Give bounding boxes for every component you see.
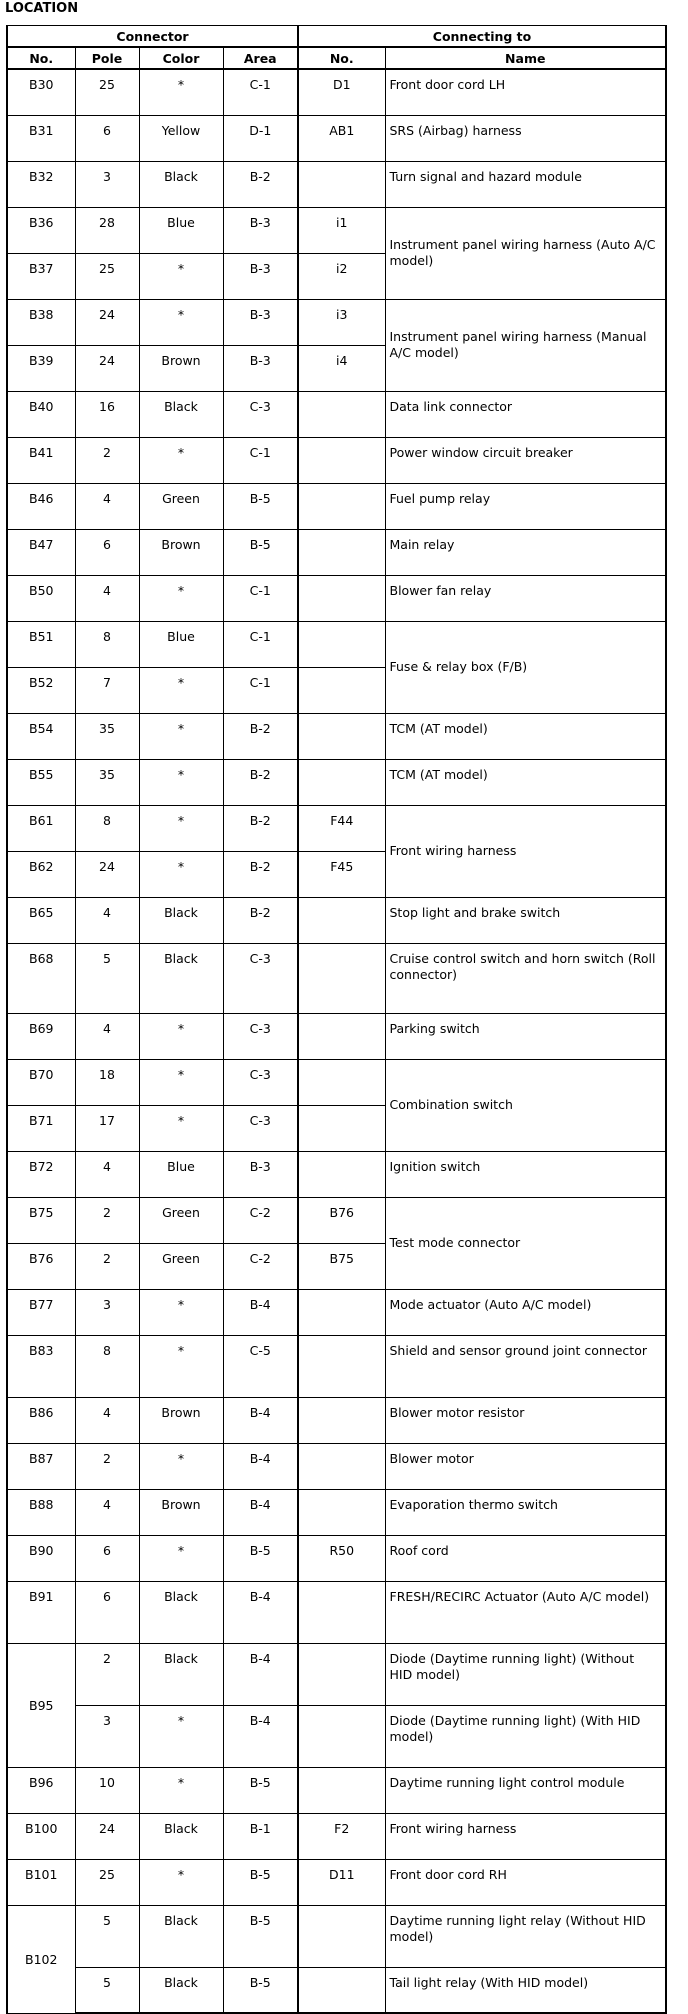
cell-connecting-name: Daytime running light relay (Without HID model) xyxy=(385,1905,666,1967)
cell-color: Brown xyxy=(139,529,223,575)
table-row xyxy=(7,713,666,759)
cell-connector-no: B70 xyxy=(7,1059,75,1105)
cell-area: B-5 xyxy=(223,483,298,529)
cell-connecting-name: Combination switch xyxy=(385,1059,666,1151)
cell-connecting-no: D1 xyxy=(298,69,385,115)
cell-connector-no: B40 xyxy=(7,391,75,437)
cell-connecting-no xyxy=(298,621,385,667)
cell-color: * xyxy=(139,1705,223,1767)
cell-connector-no: B88 xyxy=(7,1489,75,1535)
cell-pole: 3 xyxy=(75,1705,139,1767)
cell-area: C-3 xyxy=(223,1105,298,1151)
cell-pole: 16 xyxy=(75,391,139,437)
col-header-conn-no: No. xyxy=(298,47,385,69)
cell-area: B-5 xyxy=(223,1967,298,2013)
cell-color: Brown xyxy=(139,1489,223,1535)
cell-color: * xyxy=(139,1013,223,1059)
cell-area: B-2 xyxy=(223,805,298,851)
cell-connector-no: B71 xyxy=(7,1105,75,1151)
cell-color: * xyxy=(139,575,223,621)
cell-area: C-3 xyxy=(223,943,298,1013)
cell-pole: 4 xyxy=(75,1489,139,1535)
cell-area: B-5 xyxy=(223,1535,298,1581)
cell-area: C-1 xyxy=(223,69,298,115)
cell-color: Brown xyxy=(139,1397,223,1443)
cell-connecting-no xyxy=(298,713,385,759)
cell-pole: 24 xyxy=(75,345,139,391)
cell-area: B-4 xyxy=(223,1289,298,1335)
cell-area: C-2 xyxy=(223,1243,298,1289)
cell-connecting-no xyxy=(298,483,385,529)
cell-connector-no: B37 xyxy=(7,253,75,299)
cell-pole: 6 xyxy=(75,529,139,575)
cell-connector-no: B68 xyxy=(7,943,75,1013)
cell-pole: 3 xyxy=(75,1289,139,1335)
cell-pole: 5 xyxy=(75,1967,139,2013)
cell-pole: 4 xyxy=(75,483,139,529)
cell-connecting-name: Mode actuator (Auto A/C model) xyxy=(385,1289,666,1335)
cell-color: Green xyxy=(139,1197,223,1243)
connector-group-header: Connector xyxy=(7,26,298,48)
cell-connecting-no xyxy=(298,1059,385,1105)
cell-pole: 5 xyxy=(75,943,139,1013)
cell-connecting-no: D11 xyxy=(298,1859,385,1905)
cell-connecting-no xyxy=(298,1643,385,1705)
cell-connector-no: B77 xyxy=(7,1289,75,1335)
cell-pole: 4 xyxy=(75,1151,139,1197)
cell-pole: 6 xyxy=(75,1581,139,1643)
cell-connecting-name: Cruise control switch and horn switch (Roll connector) xyxy=(385,943,666,1013)
table-row xyxy=(7,1767,666,1813)
cell-connector-no: B62 xyxy=(7,851,75,897)
cell-connector-no: B51 xyxy=(7,621,75,667)
cell-connecting-no xyxy=(298,1967,385,2013)
cell-color: Black xyxy=(139,1813,223,1859)
cell-connecting-no xyxy=(298,391,385,437)
cell-area: B-3 xyxy=(223,207,298,253)
cell-connecting-no: F2 xyxy=(298,1813,385,1859)
cell-connector-no: B91 xyxy=(7,1581,75,1643)
cell-area: B-4 xyxy=(223,1397,298,1443)
cell-pole: 2 xyxy=(75,437,139,483)
cell-connecting-no xyxy=(298,1489,385,1535)
cell-connecting-name: Front door cord LH xyxy=(385,69,666,115)
cell-connector-no: B65 xyxy=(7,897,75,943)
table-row xyxy=(7,943,666,1013)
cell-connecting-no xyxy=(298,1767,385,1813)
cell-connecting-no xyxy=(298,759,385,805)
cell-pole: 17 xyxy=(75,1105,139,1151)
cell-color: Black xyxy=(139,161,223,207)
cell-pole: 4 xyxy=(75,897,139,943)
cell-area: B-4 xyxy=(223,1643,298,1705)
cell-area: B-4 xyxy=(223,1443,298,1489)
cell-area: B-5 xyxy=(223,1859,298,1905)
cell-area: B-2 xyxy=(223,161,298,207)
cell-connector-no: B52 xyxy=(7,667,75,713)
cell-connecting-name: Front wiring harness xyxy=(385,805,666,897)
cell-connecting-name: Parking switch xyxy=(385,1013,666,1059)
cell-pole: 25 xyxy=(75,253,139,299)
table-row xyxy=(7,1335,666,1397)
cell-connector-no: B95 xyxy=(7,1643,75,1767)
cell-connecting-no xyxy=(298,1905,385,1967)
table-row xyxy=(7,1443,666,1489)
cell-connecting-name: Test mode connector xyxy=(385,1197,666,1289)
cell-color: Blue xyxy=(139,1151,223,1197)
cell-connecting-name: Instrument panel wiring harness (Auto A/C model) xyxy=(385,207,666,299)
cell-area: B-2 xyxy=(223,759,298,805)
cell-connecting-no xyxy=(298,1105,385,1151)
cell-connecting-no xyxy=(298,1581,385,1643)
cell-area: C-1 xyxy=(223,667,298,713)
cell-pole: 18 xyxy=(75,1059,139,1105)
cell-pole: 4 xyxy=(75,1397,139,1443)
cell-connecting-no xyxy=(298,1335,385,1397)
col-header-color: Color xyxy=(139,47,223,69)
cell-pole: 24 xyxy=(75,299,139,345)
cell-connecting-name: Diode (Daytime running light) (With HID model) xyxy=(385,1705,666,1767)
cell-pole: 2 xyxy=(75,1643,139,1705)
cell-connecting-no xyxy=(298,897,385,943)
cell-connecting-no xyxy=(298,161,385,207)
cell-connecting-no xyxy=(298,943,385,1013)
cell-color: Blue xyxy=(139,621,223,667)
cell-area: C-3 xyxy=(223,1059,298,1105)
cell-pole: 24 xyxy=(75,1813,139,1859)
table-row xyxy=(7,1535,666,1581)
cell-connecting-name: Blower motor resistor xyxy=(385,1397,666,1443)
col-header-no: No. xyxy=(7,47,75,69)
cell-connecting-name: FRESH/RECIRC Actuator (Auto A/C model) xyxy=(385,1581,666,1643)
col-header-pole: Pole xyxy=(75,47,139,69)
cell-area: C-3 xyxy=(223,1013,298,1059)
cell-color: * xyxy=(139,1535,223,1581)
cell-pole: 25 xyxy=(75,69,139,115)
cell-pole: 35 xyxy=(75,713,139,759)
cell-connecting-no xyxy=(298,529,385,575)
cell-connecting-name: Instrument panel wiring harness (Manual A/C model) xyxy=(385,299,666,391)
cell-area: B-1 xyxy=(223,1813,298,1859)
cell-connecting-no: i1 xyxy=(298,207,385,253)
table-row xyxy=(7,1013,666,1059)
cell-connecting-no: i2 xyxy=(298,253,385,299)
cell-connector-no: B102 xyxy=(7,1905,75,2013)
cell-pole: 8 xyxy=(75,805,139,851)
cell-connecting-name: Diode (Daytime running light) (Without HID model) xyxy=(385,1643,666,1705)
cell-color: * xyxy=(139,1443,223,1489)
cell-area: B-4 xyxy=(223,1581,298,1643)
cell-connector-no: B76 xyxy=(7,1243,75,1289)
table-row xyxy=(7,575,666,621)
cell-connecting-name: Shield and sensor ground joint connector xyxy=(385,1335,666,1397)
cell-connector-no: B46 xyxy=(7,483,75,529)
cell-area: D-1 xyxy=(223,115,298,161)
cell-connector-no: B87 xyxy=(7,1443,75,1489)
cell-color: Black xyxy=(139,943,223,1013)
cell-connecting-no: B75 xyxy=(298,1243,385,1289)
cell-color: Blue xyxy=(139,207,223,253)
cell-area: C-3 xyxy=(223,391,298,437)
table-row xyxy=(7,529,666,575)
table-row xyxy=(7,1059,666,1105)
table-row xyxy=(7,437,666,483)
cell-color: * xyxy=(139,851,223,897)
table-row xyxy=(7,1151,666,1197)
cell-color: * xyxy=(139,1335,223,1397)
table-row xyxy=(7,391,666,437)
cell-pole: 6 xyxy=(75,115,139,161)
cell-connector-no: B90 xyxy=(7,1535,75,1581)
cell-area: C-1 xyxy=(223,575,298,621)
cell-connector-no: B39 xyxy=(7,345,75,391)
cell-connecting-no xyxy=(298,1013,385,1059)
cell-color: * xyxy=(139,805,223,851)
cell-pole: 8 xyxy=(75,1335,139,1397)
cell-area: B-5 xyxy=(223,1905,298,1967)
cell-area: C-2 xyxy=(223,1197,298,1243)
cell-area: B-5 xyxy=(223,1767,298,1813)
cell-area: B-2 xyxy=(223,713,298,759)
cell-color: Green xyxy=(139,1243,223,1289)
cell-connecting-name: Data link connector xyxy=(385,391,666,437)
cell-connector-no: B55 xyxy=(7,759,75,805)
cell-connector-no: B32 xyxy=(7,161,75,207)
cell-connector-no: B47 xyxy=(7,529,75,575)
cell-connecting-no xyxy=(298,667,385,713)
cell-pole: 4 xyxy=(75,1013,139,1059)
cell-pole: 5 xyxy=(75,1905,139,1967)
table-row xyxy=(7,1397,666,1443)
cell-area: B-3 xyxy=(223,345,298,391)
cell-connecting-no xyxy=(298,1397,385,1443)
cell-connecting-name: Blower fan relay xyxy=(385,575,666,621)
connector-location-table xyxy=(6,25,667,2014)
cell-color: Brown xyxy=(139,345,223,391)
cell-area: B-4 xyxy=(223,1489,298,1535)
cell-area: B-3 xyxy=(223,253,298,299)
cell-color: * xyxy=(139,69,223,115)
cell-connecting-no: F45 xyxy=(298,851,385,897)
cell-connector-no: B86 xyxy=(7,1397,75,1443)
cell-connector-no: B100 xyxy=(7,1813,75,1859)
cell-color: Black xyxy=(139,1643,223,1705)
cell-pole: 7 xyxy=(75,667,139,713)
cell-connector-no: B50 xyxy=(7,575,75,621)
cell-connector-no: B30 xyxy=(7,69,75,115)
connecting-to-group-header: Connecting to xyxy=(298,26,666,48)
cell-connector-no: B54 xyxy=(7,713,75,759)
table-row xyxy=(7,299,666,345)
cell-connecting-no xyxy=(298,437,385,483)
cell-connecting-name: Evaporation thermo switch xyxy=(385,1489,666,1535)
table-row xyxy=(7,1905,666,1967)
cell-connecting-no: i4 xyxy=(298,345,385,391)
cell-pole: 35 xyxy=(75,759,139,805)
cell-connecting-name: Front wiring harness xyxy=(385,1813,666,1859)
cell-connector-no: B96 xyxy=(7,1767,75,1813)
table-row xyxy=(7,1859,666,1905)
cell-area: B-4 xyxy=(223,1705,298,1767)
cell-connecting-no xyxy=(298,1443,385,1489)
cell-connecting-no xyxy=(298,1151,385,1197)
cell-connecting-name: Power window circuit breaker xyxy=(385,437,666,483)
cell-area: B-3 xyxy=(223,1151,298,1197)
cell-connector-no: B31 xyxy=(7,115,75,161)
cell-connector-no: B41 xyxy=(7,437,75,483)
table-row xyxy=(7,1289,666,1335)
cell-connector-no: B72 xyxy=(7,1151,75,1197)
cell-connector-no: B61 xyxy=(7,805,75,851)
cell-color: Yellow xyxy=(139,115,223,161)
cell-connecting-name: TCM (AT model) xyxy=(385,713,666,759)
cell-area: C-1 xyxy=(223,437,298,483)
cell-connecting-name: Daytime running light control module xyxy=(385,1767,666,1813)
cell-connecting-name: Stop light and brake switch xyxy=(385,897,666,943)
table-row xyxy=(7,1489,666,1535)
cell-pole: 2 xyxy=(75,1197,139,1243)
table-row xyxy=(7,897,666,943)
cell-connecting-no xyxy=(298,1705,385,1767)
cell-area: C-5 xyxy=(223,1335,298,1397)
cell-connecting-name: Blower motor xyxy=(385,1443,666,1489)
table-row xyxy=(7,483,666,529)
cell-color: Black xyxy=(139,1581,223,1643)
cell-color: Black xyxy=(139,391,223,437)
cell-connecting-name: Turn signal and hazard module xyxy=(385,161,666,207)
cell-pole: 3 xyxy=(75,161,139,207)
table-row xyxy=(7,115,666,161)
cell-color: Black xyxy=(139,1967,223,2013)
cell-connecting-no xyxy=(298,575,385,621)
cell-pole: 10 xyxy=(75,1767,139,1813)
cell-area: C-1 xyxy=(223,621,298,667)
cell-pole: 4 xyxy=(75,575,139,621)
cell-connector-no: B69 xyxy=(7,1013,75,1059)
cell-connecting-name: TCM (AT model) xyxy=(385,759,666,805)
cell-connecting-no: R50 xyxy=(298,1535,385,1581)
cell-connecting-name: Ignition switch xyxy=(385,1151,666,1197)
cell-color: * xyxy=(139,759,223,805)
cell-color: * xyxy=(139,1859,223,1905)
cell-area: B-3 xyxy=(223,299,298,345)
cell-color: * xyxy=(139,1289,223,1335)
table-row xyxy=(7,207,666,253)
cell-color: * xyxy=(139,253,223,299)
table-row xyxy=(7,1705,666,1767)
table-row xyxy=(7,1967,666,2013)
cell-connecting-name: Front door cord RH xyxy=(385,1859,666,1905)
cell-pole: 2 xyxy=(75,1243,139,1289)
cell-pole: 6 xyxy=(75,1535,139,1581)
table-row xyxy=(7,1581,666,1643)
cell-connecting-name: SRS (Airbag) harness xyxy=(385,115,666,161)
cell-color: * xyxy=(139,437,223,483)
cell-connecting-name: Main relay xyxy=(385,529,666,575)
cell-connector-no: B38 xyxy=(7,299,75,345)
cell-connector-no: B101 xyxy=(7,1859,75,1905)
cell-connecting-no xyxy=(298,1289,385,1335)
cell-connecting-no: B76 xyxy=(298,1197,385,1243)
cell-connector-no: B83 xyxy=(7,1335,75,1397)
cell-color: Black xyxy=(139,1905,223,1967)
cell-color: * xyxy=(139,667,223,713)
table-row xyxy=(7,621,666,667)
page-title: LOCATION xyxy=(5,1,79,16)
table-row xyxy=(7,1197,666,1243)
cell-color: * xyxy=(139,1059,223,1105)
cell-area: B-5 xyxy=(223,529,298,575)
cell-connecting-no: i3 xyxy=(298,299,385,345)
table-row xyxy=(7,161,666,207)
cell-area: B-2 xyxy=(223,851,298,897)
cell-area: B-2 xyxy=(223,897,298,943)
cell-color: Green xyxy=(139,483,223,529)
table-row xyxy=(7,759,666,805)
cell-color: * xyxy=(139,299,223,345)
cell-connector-no: B75 xyxy=(7,1197,75,1243)
cell-pole: 28 xyxy=(75,207,139,253)
cell-connecting-no: AB1 xyxy=(298,115,385,161)
cell-connecting-name: Tail light relay (With HID model) xyxy=(385,1967,666,2013)
cell-pole: 8 xyxy=(75,621,139,667)
cell-color: * xyxy=(139,1767,223,1813)
cell-connecting-no: F44 xyxy=(298,805,385,851)
table-row xyxy=(7,805,666,851)
table-row xyxy=(7,1813,666,1859)
cell-connector-no: B36 xyxy=(7,207,75,253)
table-row xyxy=(7,69,666,115)
cell-connecting-name: Roof cord xyxy=(385,1535,666,1581)
cell-connecting-name: Fuse & relay box (F/B) xyxy=(385,621,666,713)
col-header-name: Name xyxy=(385,47,666,69)
col-header-area: Area xyxy=(223,47,298,69)
cell-pole: 25 xyxy=(75,1859,139,1905)
cell-color: * xyxy=(139,1105,223,1151)
cell-connecting-name: Fuel pump relay xyxy=(385,483,666,529)
cell-pole: 24 xyxy=(75,851,139,897)
cell-color: Black xyxy=(139,897,223,943)
table-row xyxy=(7,1643,666,1705)
cell-color: * xyxy=(139,713,223,759)
cell-pole: 2 xyxy=(75,1443,139,1489)
